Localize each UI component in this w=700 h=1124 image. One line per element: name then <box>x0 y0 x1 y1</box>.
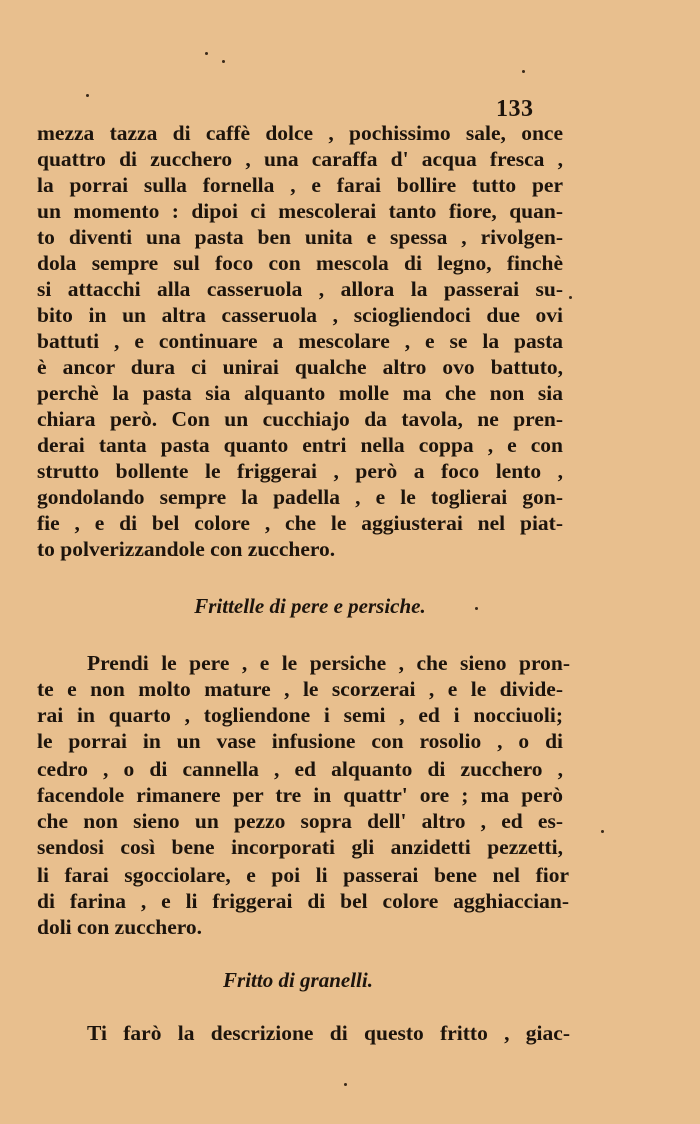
text-line: Ti farò la descrizione di questo fritto , giac- <box>87 1021 570 1045</box>
text-line: chiara però. Con un cucchiajo da tavola, ne pren- <box>37 407 563 431</box>
ink-speck <box>475 607 478 610</box>
text-line: mezza tazza di caffè dolce , pochissimo sale, once <box>37 121 563 145</box>
text-line: cedro , o di cannella , ed alquanto di zucchero , <box>37 757 563 781</box>
text-line: derai tanta pasta quanto entri nella coppa , e con <box>37 433 563 457</box>
text-line: strutto bollente le friggerai , però a foco lento , <box>37 459 563 483</box>
text-line: battuti , e continuare a mescolare , e se la pasta <box>37 329 563 353</box>
page-number: 133 <box>496 96 534 122</box>
text-line: facendole rimanere per tre in quattr' ore ; ma però <box>37 783 563 807</box>
ink-speck <box>569 296 572 299</box>
text-line: li farai sgocciolare, e poi li passerai bene nel fior <box>37 863 569 887</box>
ink-speck <box>222 60 225 63</box>
section-heading: Frittelle di pere e persiche. <box>194 594 426 618</box>
text-line: Prendi le pere , e le persiche , che sieno pron- <box>87 651 570 675</box>
text-line: perchè la pasta sia alquanto molle ma che non sia <box>37 381 563 405</box>
text-line: rai in quarto , togliendone i semi , ed i nocciuoli; <box>37 703 563 727</box>
text-line: dola sempre sul foco con mescola di legno, finchè <box>37 251 563 275</box>
text-line: te e non molto mature , le scorzerai , e le divide- <box>37 677 563 701</box>
ink-speck <box>344 1083 347 1086</box>
text-line: bito in un altra casseruola , sciogliendoci due ovi <box>37 303 563 327</box>
text-line: doli con zucchero. <box>37 915 203 939</box>
text-line: le porrai in un vase infusione con rosolio , o di <box>37 729 563 753</box>
section-heading: Fritto di granelli. <box>223 968 373 992</box>
text-line: to diventi una pasta ben unita e spessa , rivolgen- <box>37 225 563 249</box>
text-line: gondolando sempre la padella , e le toglierai gon- <box>37 485 563 509</box>
text-line: si attacchi alla casseruola , allora la passerai su- <box>37 277 563 301</box>
text-line: che non sieno un pezzo sopra dell' altro , ed es- <box>37 809 563 833</box>
text-line: di farina , e li friggerai di bel colore agghiaccian- <box>37 889 569 913</box>
text-line: to polverizzandole con zucchero. <box>37 537 336 561</box>
ink-speck <box>205 52 208 55</box>
text-line: la porrai sulla fornella , e farai bollire tutto per <box>37 173 563 197</box>
text-line: un momento : dipoi ci mescolerai tanto fiore, quan- <box>37 199 563 223</box>
text-line: quattro di zucchero , una caraffa d' acqua fresca , <box>37 147 563 171</box>
text-line: è ancor dura ci unirai qualche altro ovo battuto, <box>37 355 563 379</box>
ink-speck <box>601 830 604 833</box>
ink-speck <box>86 94 89 97</box>
text-line: sendosi così bene incorporati gli anzidetti pezzetti, <box>37 835 563 859</box>
text-line: fie , e di bel colore , che le aggiusterai nel piat- <box>37 511 563 535</box>
ink-speck <box>522 70 525 73</box>
